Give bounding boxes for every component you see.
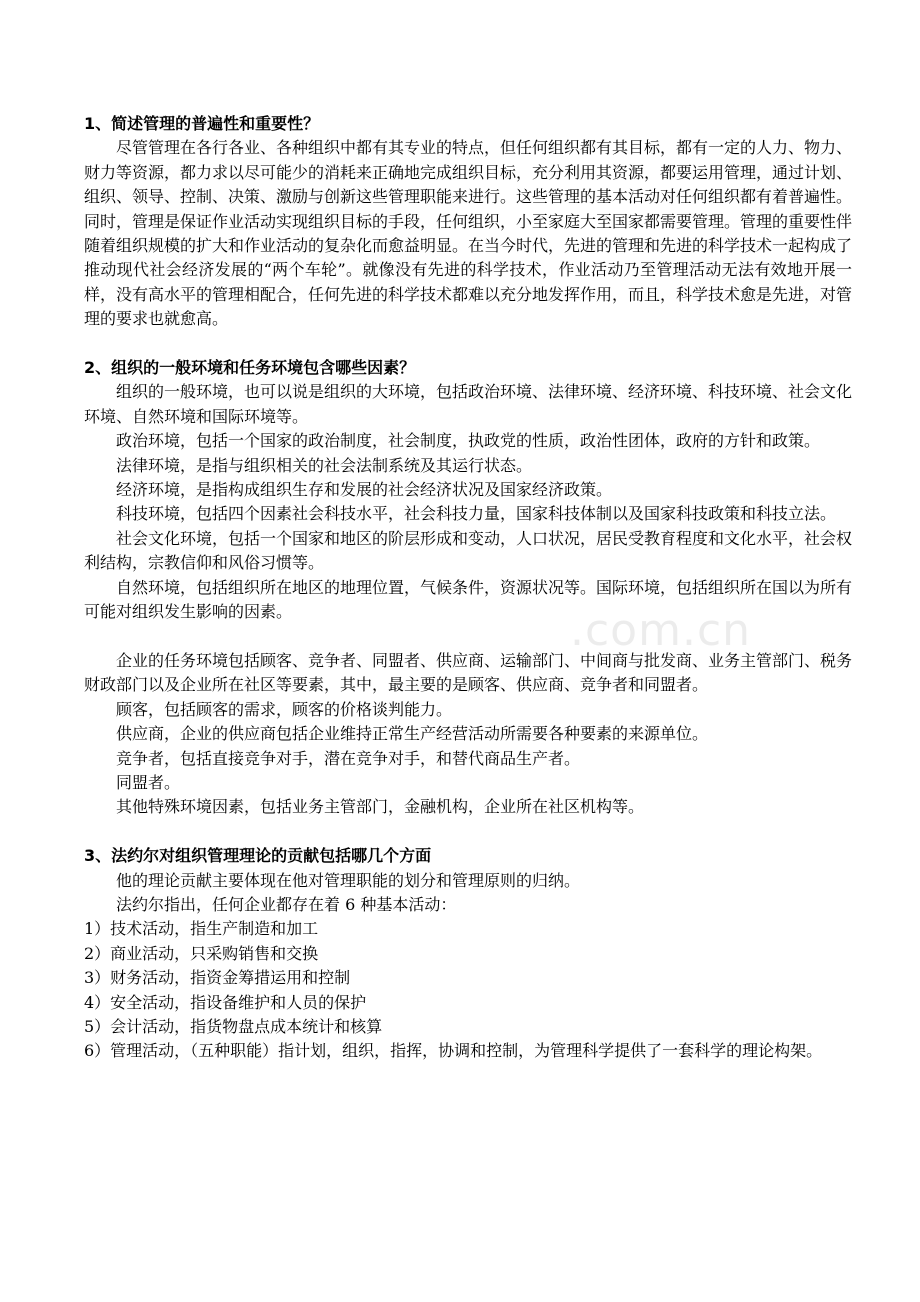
section-1 [84,112,852,332]
ally-paragraph: 同盟者。 [116,772,181,792]
other-factors-paragraph: 其他特殊环境因素，包括业务主管部门，金融机构，企业所在社区机构等。 [116,797,645,817]
document-page [84,112,852,1064]
watermark-text: .com.cn [570,605,752,656]
section-2-title: 2、组织的一般环境和任务环境包含哪些因素？ [84,358,416,378]
list-item: 3）财务活动，指资金筹措运用和控制 [84,968,351,988]
social-culture-environment-paragraph: 社会文化环境，包括一个国家和地区的阶层形成和变动，人口状况，居民受教育程度和文化水平，社会权利结构，宗教信仰和风俗习惯等。 [84,528,853,573]
paragraph-spacer [84,625,852,649]
supplier-paragraph: 供应商，企业的供应商包括企业维持正常生产经营活动所需要各种要素的来源单位。 [116,724,709,744]
list-item: 1）技术活动，指生产制造和加工 [84,919,319,939]
natural-environment-paragraph: 自然环境，包括组织所在地区的地理位置，气候条件，资源状况等。国际环境，包括组织所在国以为所有可能对组织发生影响的因素。 [84,577,853,622]
section-3-title: 3、法约尔对组织管理理论的贡献包括哪几个方面 [84,846,432,866]
list-item: 4）安全活动，指设备维护和人员的保护 [84,992,367,1012]
technology-environment-paragraph: 科技环境，包括四个因素社会科技水平，社会科技力量，国家科技体制以及国家科技政策和科技立法。 [116,504,837,524]
list-item: 6）管理活动，（五种职能）指计划，组织，指挥，协调和控制，为管理科学提供了一套科学的理论构架。 [84,1041,823,1061]
legal-environment-paragraph: 法律环境，是指与组织相关的社会法制系统及其运行状态。 [116,455,533,475]
section-2 [84,356,852,820]
six-activities-intro: 法约尔指出，任何企业都存在着 6 种基本活动： [116,894,457,914]
customer-paragraph: 顾客，包括顾客的需求，顾客的价格谈判能力。 [116,699,453,719]
list-item: 5）会计活动，指货物盘点成本统计和核算 [84,1016,383,1036]
economic-environment-paragraph: 经济环境，是指构成组织生存和发展的社会经济状况及国家经济政策。 [116,480,613,500]
section-spacer [84,332,852,356]
section-3 [84,844,852,1064]
section-1-title: 1、简述管理的普遍性和重要性？ [84,114,320,133]
section-1-paragraph: 尽管管理在各行各业、各种组织中都有其专业的特点，但任何组织都有其目标，都有一定的人力、物力、财力等资源，都力求以尽可能少的消耗来正确地完成组织目标，充分利用其资源，都要运用管理，通过计划、组织、领导、控制、决策、激励与创新这些管理职能来进行。这些管理的基本活动对任何组织都有着普遍性。同时，管理是保证作业活动实现组织目标的手段，任何组织，小至家庭大至国家都需要管理。管理的重要性伴随着组织规模的扩大和作业活动的复杂化而愈益明显。在当今时代，先进的管理和先进的科学技术一起构成了推动现代社会经济发展的“两个车轮”。就像没有先进的科学技术，作业活动乃至管理活动无法有效地开展一样，没有高水平的管理相配合，任何先进的科学技术都难以充分地发挥作用，而且，科学技术愈是先进，对管理的要求也就愈高。 [84,138,853,329]
general-environment-paragraph: 组织的一般环境，也可以说是组织的大环境，包括政治环境、法律环境、经济环境、科技环境、社会文化环境、自然环境和国际环境等。 [84,382,853,426]
list-item: 2）商业活动，只采购销售和交换 [84,943,319,963]
competitor-paragraph: 竞争者，包括直接竞争对手，潜在竞争对手，和替代商品生产者。 [116,748,581,768]
task-environment-paragraph: 企业的任务环境包括顾客、竞争者、同盟者、供应商、运输部门、中间商与批发商、业务主管部门、税务财政部门以及企业所在社区等要素，其中，最主要的是顾客、供应商、竞争者和同盟者。 [84,650,853,695]
section-spacer [84,820,852,844]
political-environment-paragraph: 政治环境，包括一个国家的政治制度，社会制度，执政党的性质，政治性团体，政府的方针和政策。 [116,431,821,451]
contribution-paragraph: 他的理论贡献主要体现在他对管理职能的划分和管理原则的归纳。 [116,870,581,890]
